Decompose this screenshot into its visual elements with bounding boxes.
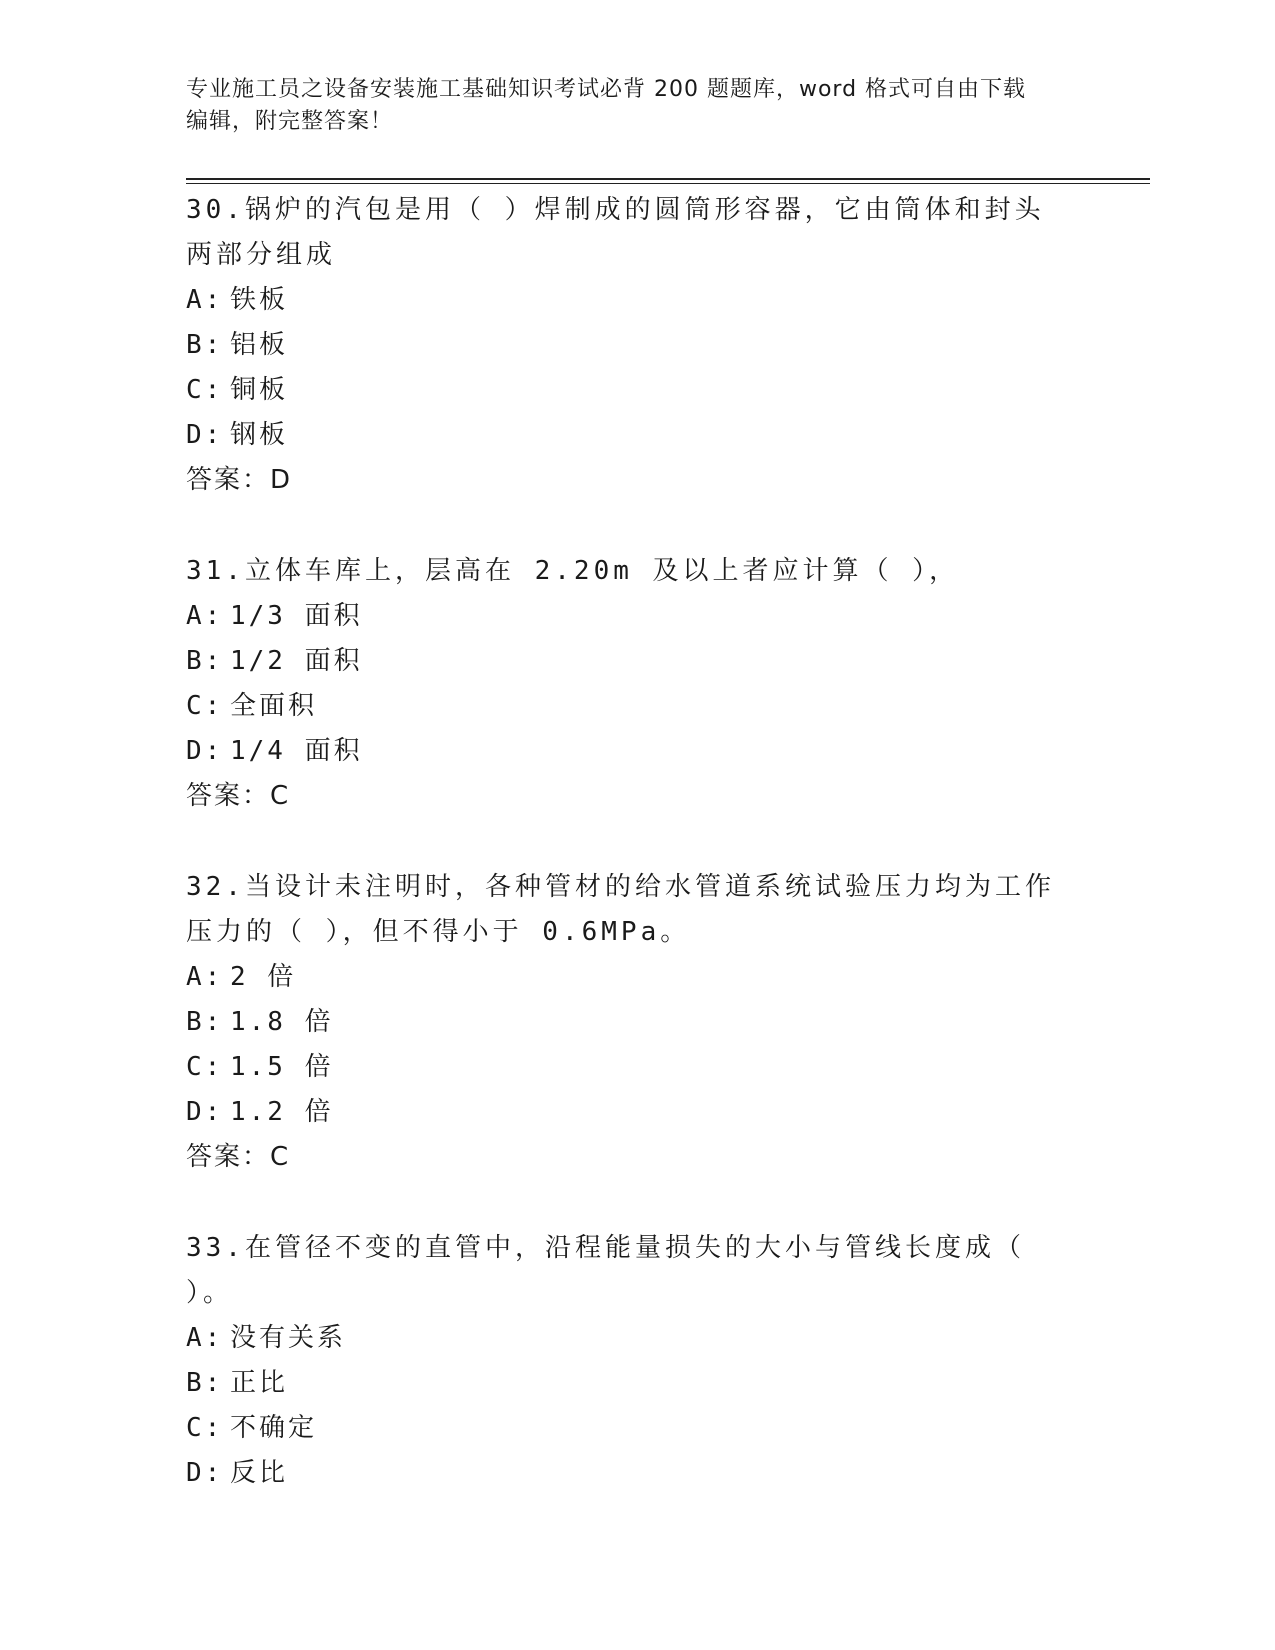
option-text: 铝板 xyxy=(230,330,289,360)
option-key: D: xyxy=(186,1097,224,1127)
option-text: 全面积 xyxy=(230,691,318,721)
option-text: 不确定 xyxy=(230,1413,318,1443)
option-key: C: xyxy=(186,375,224,405)
option-key: B: xyxy=(186,1007,224,1037)
option-text: 铁板 xyxy=(230,285,289,315)
option-key: A: xyxy=(186,1323,224,1353)
option-c xyxy=(186,1406,1086,1451)
question-31 xyxy=(186,549,1086,819)
option-c xyxy=(186,1045,1086,1090)
option-key: C: xyxy=(186,1052,224,1082)
option-key: D: xyxy=(186,736,224,766)
option-text: 2 倍 xyxy=(230,962,297,992)
option-c xyxy=(186,368,1086,413)
option-text: 铜板 xyxy=(230,375,289,405)
question-stem: 33.在管径不变的直管中，沿程能量损失的大小与管线长度成（ ）。 xyxy=(186,1233,1025,1308)
option-key: D: xyxy=(186,1458,224,1488)
header-divider xyxy=(186,178,1150,180)
option-b xyxy=(186,1361,1086,1406)
option-key: A: xyxy=(186,962,224,992)
option-c xyxy=(186,684,1086,729)
option-a xyxy=(186,594,1086,639)
option-a xyxy=(186,1316,1086,1361)
answer-line: 答案：C xyxy=(186,1142,291,1172)
answer-line: 答案：C xyxy=(186,781,291,811)
option-b xyxy=(186,1000,1086,1045)
option-d xyxy=(186,729,1086,774)
option-text: 1.2 倍 xyxy=(230,1097,334,1127)
option-b xyxy=(186,639,1086,684)
option-key: A: xyxy=(186,285,224,315)
option-key: D: xyxy=(186,420,224,450)
option-key: A: xyxy=(186,601,224,631)
option-text: 1/3 面积 xyxy=(230,601,363,631)
question-stem: 32.当设计未注明时，各种管材的给水管道系统试验压力均为工作压力的（ ），但不得小于 0.6MPa。 xyxy=(186,872,1055,947)
option-b xyxy=(186,323,1086,368)
option-text: 钢板 xyxy=(230,420,289,450)
option-text: 没有关系 xyxy=(230,1323,347,1353)
question-stem: 31.立体车库上，层高在 2.20m 及以上者应计算（ ）， xyxy=(186,556,960,586)
option-key: B: xyxy=(186,330,224,360)
option-key: B: xyxy=(186,646,224,676)
header-line-1: 专业施工员之设备安装施工基础知识考试必背 200 题题库，word 格式可自由下载 xyxy=(186,77,1027,102)
question-stem: 30.锅炉的汽包是用（ ）焊制成的圆筒形容器，它由筒体和封头两部分组成 xyxy=(186,195,1045,270)
option-a xyxy=(186,955,1086,1000)
question-33 xyxy=(186,1226,1086,1496)
question-30 xyxy=(186,188,1086,503)
question-list xyxy=(186,188,1086,1542)
option-text: 反比 xyxy=(230,1458,289,1488)
option-text: 1.5 倍 xyxy=(230,1052,334,1082)
option-a xyxy=(186,278,1086,323)
option-key: C: xyxy=(186,1413,224,1443)
option-text: 1/4 面积 xyxy=(230,736,363,766)
question-32 xyxy=(186,865,1086,1180)
option-d xyxy=(186,1090,1086,1135)
option-text: 1.8 倍 xyxy=(230,1007,334,1037)
option-key: B: xyxy=(186,1368,224,1398)
header-divider-thin xyxy=(186,183,1150,184)
option-text: 正比 xyxy=(230,1368,289,1398)
header-line-2: 编辑，附完整答案！ xyxy=(186,109,394,134)
document-header xyxy=(186,74,1066,138)
option-d xyxy=(186,413,1086,458)
answer-line: 答案：D xyxy=(186,465,293,495)
option-text: 1/2 面积 xyxy=(230,646,363,676)
option-d xyxy=(186,1451,1086,1496)
option-key: C: xyxy=(186,691,224,721)
